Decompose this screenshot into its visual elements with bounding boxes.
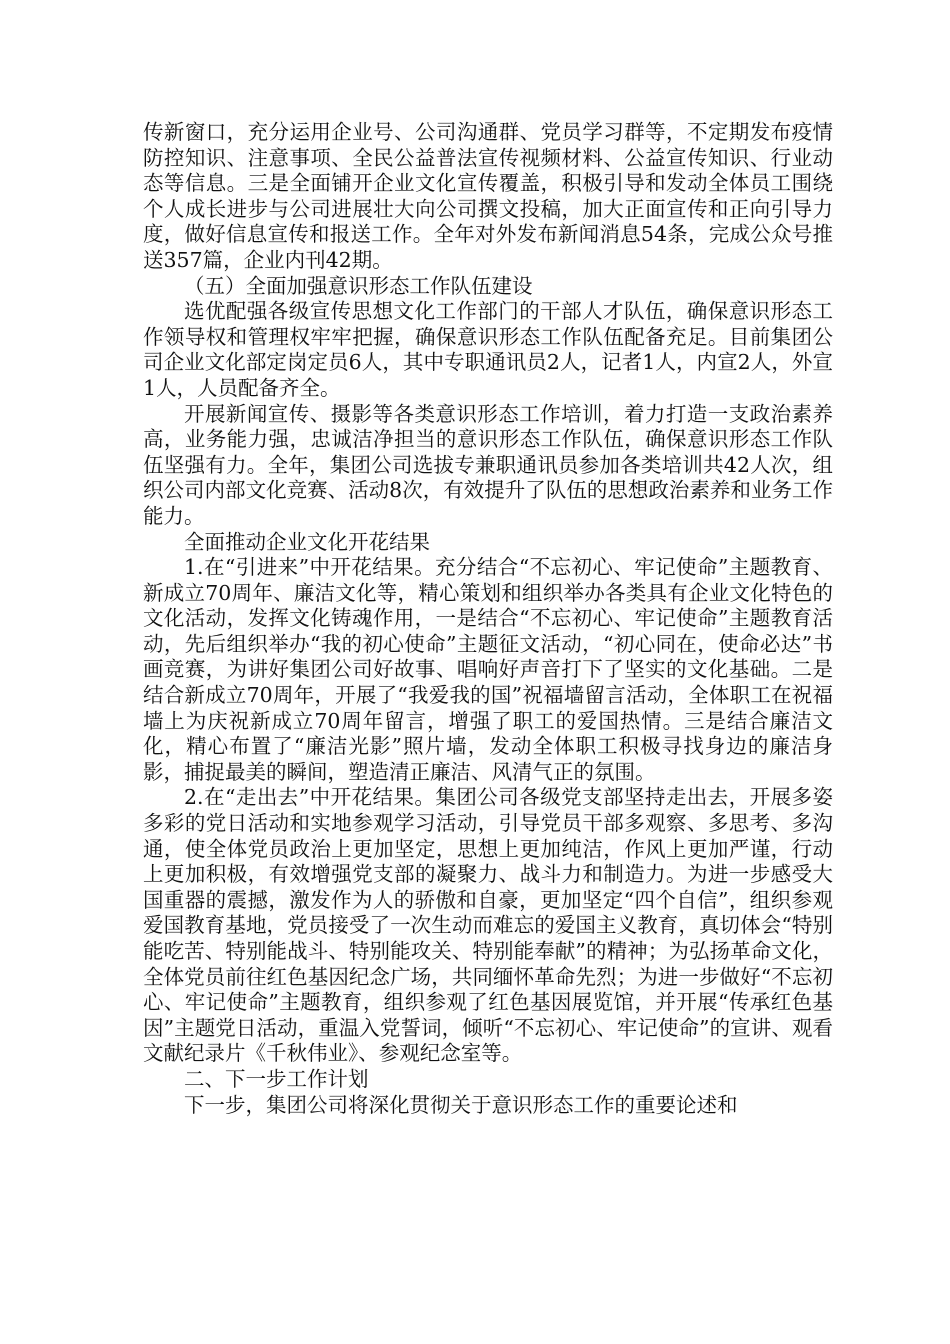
paragraph-publicity-channels: 传新窗口，充分运用企业号、公司沟通群、党员学习群等，不定期发布疫情防控知识、注意事项、全民公益普法宣传视频材料、公益宣传知识、行业动态等信息。三是全面铺开企业文化宣传覆盖，积极引导和发动全体员工围绕个人成长进步与公司进展壮大向公司撰文投稿，加大正面宣传和正向引导力度，做好信息宣传和报送工作。全年对外发布新闻消息54条，完成公众号推送357篇，企业内刊42期。: [143, 120, 833, 272]
paragraph-bring-in: 1.在“引进来”中开花结果。充分结合“不忘初心、牢记使命”主题教育、新成立70周年、廉洁文化等，精心策划和组织举办各类具有企业文化特色的文化活动，发挥文化铸魂作用，一是结合“不忘初心、牢记使命”主题教育活动，先后组织举办“我的初心使命”主题征文活动，“初心同在，使命必达”书画竞赛，为讲好集团公司好故事、唱响好声音打下了坚实的文化基础。二是结合新成立70周年，开展了“我爱我的国”祝福墙留言活动，全体职工在祝福墙上为庆祝新成立70周年留言，增强了职工的爱国热情。三是结合廉洁文化，精心布置了“廉洁光影”照片墙，发动全体职工积极寻找身边的廉洁身影，捕捉最美的瞬间，塑造清正廉洁、风清气正的氛围。: [143, 555, 833, 784]
paragraph-next-steps: 下一步，集团公司将深化贯彻关于意识形态工作的重要论述和: [184, 1092, 738, 1117]
section-heading-next-plan: 二、下一步工作计划: [184, 1066, 369, 1091]
paragraph-team-training: 开展新闻宣传、摄影等各类意识形态工作培训，着力打造一支政治素养高，业务能力强，忠诚洁净担当的意识形态工作队伍，确保意识形态工作队伍坚强有力。全年，集团公司选拔专兼职通讯员参加各类培训共42人次，组织公司内部文化竞赛、活动8次，有效提升了队伍的思想政治素养和业务工作能力。: [143, 401, 833, 528]
document-body: [143, 120, 833, 1118]
section-heading-corporate-culture: 全面推动企业文化开花结果: [184, 529, 430, 554]
paragraph-team-staffing: 选优配强各级宣传思想文化工作部门的干部人才队伍，确保意识形态工作领导权和管理权牢牢把握，确保意识形态工作队伍配备充足。目前集团公司企业文化部定岗定员6人，其中专职通讯员2人，记者1人，内宣2人，外宣1人，人员配备齐全。: [143, 299, 833, 400]
section-heading-team-building: （五）全面加强意识形态工作队伍建设: [184, 273, 533, 298]
paragraph-go-out: 2.在“走出去”中开花结果。集团公司各级党支部坚持走出去，开展多姿多彩的党日活动和实地参观学习活动，引导党员干部多观察、多思考、多沟通，使全体党员政治上更加坚定，思想上更加纯洁，作风上更加严谨，行动上更加积极，有效增强党支部的凝聚力、战斗力和制造力。为进一步感受大国重器的震撼，激发作为人的骄傲和自豪，更加坚定“四个自信”，组织参观爱国教育基地，党员接受了一次生动而难忘的爱国主义教育，真切体会“特别能吃苦、特别能战斗、特别能攻关、特别能奉献”的精神；为弘扬革命文化，全体党员前往红色基因纪念广场，共同缅怀革命先烈；为进一步做好“不忘初心、牢记使命”主题教育，组织参观了红色基因展览馆，并开展“传承红色基因”主题党日活动，重温入党誓词，倾听“不忘初心、牢记使命”的宣讲、观看文献纪录片《千秋伟业》、参观纪念室等。: [143, 785, 833, 1066]
